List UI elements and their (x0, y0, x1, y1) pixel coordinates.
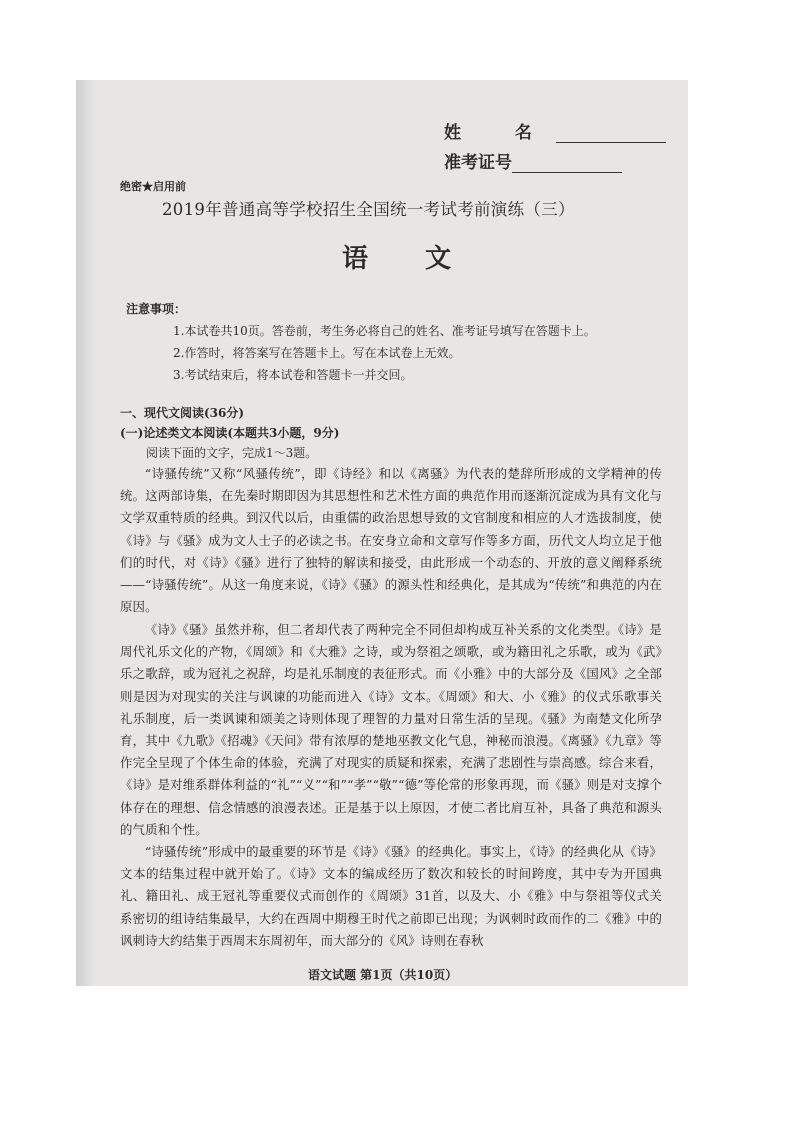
notice-item: 2.作答时，将答案写在答题卡上。写在本试卷上无效。 (173, 346, 461, 360)
page-footer: 语文试题 第1页（共10页） (308, 968, 458, 982)
exam-page (76, 80, 688, 986)
exam-title: 2019年普通高等学校招生全国统一考试考前演练（三） (162, 200, 575, 219)
notice-item: 1.本试卷共10页。答卷前，考生务必将自己的姓名、准考证号填写在答题卡上。 (173, 324, 596, 338)
exam-id-label: 准考证号 (444, 153, 512, 173)
name-blank[interactable] (556, 124, 666, 143)
exam-id-blank[interactable] (512, 154, 622, 173)
section-title: 一、现代文阅读(36分) (120, 406, 245, 420)
subject-title: 语 文 (342, 244, 476, 274)
passage-paragraph: “诗骚传统”又称“风骚传统”，即《诗经》和以《离骚》为代表的楚辞所形成的文学精神的传统。这两部诗集，在先秦时期即因为其思想性和艺术性方面的典范作用而逐渐沉淀成为具有文化与文学双重特质的经典。到汉代以后，由重儒的政治思想导致的文官制度和相应的人才选拔制度，使《诗》与《骚》成为文人士子的必读之书。在安身立命和文章写作等多方面，历代文人均立足于他们的时代，对《诗》《骚》进行了独特的解读和接受，由此形成一个动态的、开放的意义阐释系统——“诗骚传统”。从这一角度来说，《诗》《骚》的源头性和经典化，是其成为“传统”和典范的内在原因。 (120, 466, 662, 615)
reading-instruction: 阅读下面的文字，完成1～3题。 (146, 446, 318, 460)
notice-heading: 注意事项： (126, 302, 187, 316)
name-label: 姓 名 (444, 123, 556, 143)
name-field (444, 118, 666, 143)
notice-item: 3.考试结束后，将本试卷和答题卡一并交回。 (173, 368, 413, 382)
section-subtitle: (一)论述类文本阅读(本题共3小题，9分) (120, 426, 340, 440)
passage-paragraph: “诗骚传统”形成中的最重要的环节是《诗》《骚》的经典化。事实上，《诗》的经典化从《诗》文本的结集过程中就开始了。《诗》文本的编成经历了数次和较长的时间跨度，其中专为开国典礼、籍田礼、成王冠礼等重要仪式而创作的《周颂》31首，以及大、小《雅》中与祭祖等仪式关系密切的组诗结集最早，大约在西周中期穆王时代之前即已出现；为讽刺时政而作的二《雅》中的讽刺诗大约结集于西周末东周初年，而大部分的《风》诗则在春秋 (120, 844, 662, 948)
passage-paragraph: 《诗》《骚》虽然并称，但二者却代表了两种完全不同但却构成互补关系的文化类型。《诗》是周代礼乐文化的产物，《周颂》和《大雅》之诗，或为祭祖之颂歌，或为籍田礼之乐歌，或为《武》乐之歌辞，或为冠礼之祝辞，均是礼乐制度的表征形式。而《小雅》中的大部分及《国风》之全部则是因为对现实的关注与讽谏的功能而进入《诗》文本。《周颂》和大、小《雅》的仪式乐歌事关礼乐制度，后一类讽谏和颂美之诗则体现了理智的力量对日常生活的呈现。《骚》为南楚文化所孕育，其中《九歌》《招魂》《天问》带有浓厚的楚地巫教文化气息，神秘而浪漫。《离骚》《九章》等作完全呈现了个体生命的体验，充满了对现实的质疑和探索，充满了悲剧性与崇高感。综合来看，《诗》是对维系群体利益的“礼”“义”“和”“孝”“敬”“德”等伦常的形象再现，而《骚》则是对支撑个体存在的理想、信念情感的浪漫表述。正是基于以上原因，才使二者比肩互补，具备了典范和源头的气质和个性。 (120, 622, 662, 837)
secret-label: 绝密★启用前 (120, 180, 186, 193)
exam-id-field (444, 148, 622, 173)
